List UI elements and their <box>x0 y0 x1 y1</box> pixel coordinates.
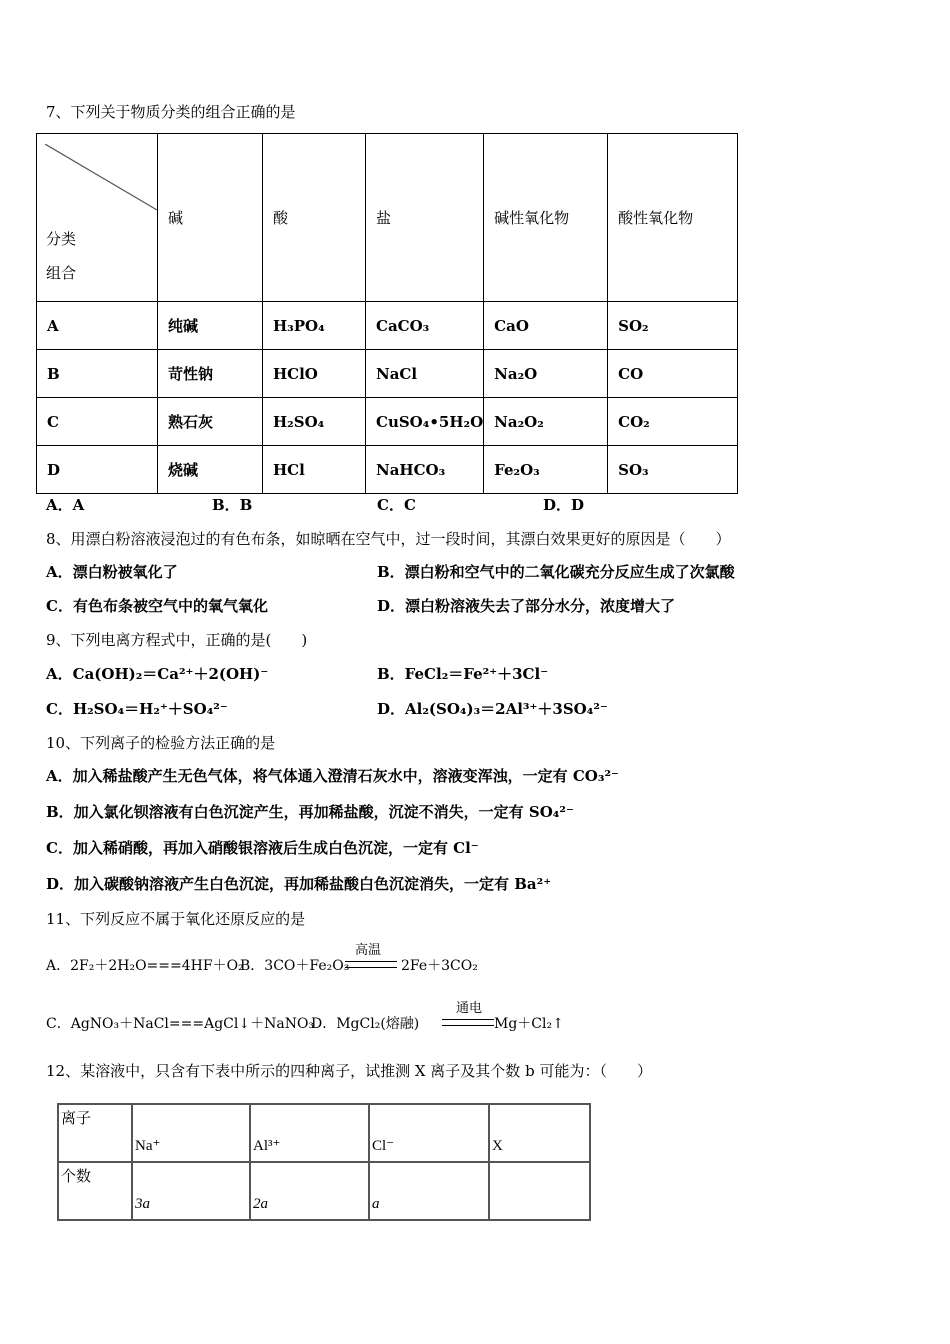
q7-option-b: B．B <box>212 496 253 514</box>
q9-option-c: C．H₂SO₄＝H₂⁺＋SO₄²⁻ <box>46 700 228 718</box>
q11-option-b-condition: 高温 <box>355 943 382 958</box>
q10-title: 10、下列离子的检验方法正确的是 <box>46 734 276 752</box>
cell: H₃PO₄ <box>263 302 366 350</box>
q11-option-b-left: B．3CO＋Fe₂O₃ <box>240 958 350 974</box>
table-row <box>58 1162 590 1220</box>
header-cell: 酸 <box>263 134 366 302</box>
q8-option-b: B．漂白粉和空气中的二氧化碳充分反应生成了次氯酸 <box>377 563 735 581</box>
q8-option-c: C．有色布条被空气中的氧气氧化 <box>46 597 268 615</box>
q10-option-d: D．加入碳酸钠溶液产生白色沉淀，再加稀盐酸白色沉淀消失，一定有 Ba²⁺ <box>46 875 552 893</box>
cell: Fe₂O₃ <box>484 446 608 494</box>
cell: NaHCO₃ <box>366 446 484 494</box>
q8-option-d: D．漂白粉溶液失去了部分水分，浓度增大了 <box>377 597 676 615</box>
count-cell: 2a <box>253 1196 268 1212</box>
table-row <box>37 350 738 398</box>
cell: 烧碱 <box>158 446 263 494</box>
q7-title: 7、下列关于物质分类的组合正确的是 <box>46 103 296 121</box>
ion-cell: X <box>492 1138 503 1154</box>
q7-classification-table <box>36 133 738 494</box>
header-cell: 酸性氧化物 <box>608 134 738 302</box>
corner-label-category: 分类 <box>46 230 77 248</box>
q11-option-a: A．2F₂＋2H₂O===4HF＋O₂ <box>46 958 244 974</box>
cell: CaCO₃ <box>366 302 484 350</box>
cell: Na₂O₂ <box>484 398 608 446</box>
table-corner-cell <box>37 134 158 302</box>
q10-option-a: A．加入稀盐酸产生无色气体，将气体通入澄清石灰水中，溶液变浑浊，一定有 CO₃²⁻ <box>46 767 619 785</box>
row-label-count: 个数 <box>61 1169 92 1185</box>
q11-option-d-condition: 通电 <box>456 1001 483 1016</box>
cell: 熟石灰 <box>158 398 263 446</box>
ion-cell: Al³⁺ <box>253 1138 281 1154</box>
q9-title: 9、下列电离方程式中，正确的是( ) <box>46 631 308 649</box>
q12-title: 12、某溶液中，只含有下表中所示的四种离子，试推测 X 离子及其个数 b 可能为：（ ） <box>46 1062 652 1080</box>
q10-option-c: C．加入稀硝酸，再加入硝酸银溶液后生成白色沉淀，一定有 Cl⁻ <box>46 839 479 857</box>
cell: SO₂ <box>608 302 738 350</box>
q10-option-b: B．加入氯化钡溶液有白色沉淀产生，再加稀盐酸，沉淀不消失，一定有 SO₄²⁻ <box>46 803 574 821</box>
cell: 纯碱 <box>158 302 263 350</box>
cell: CuSO₄•5H₂O <box>366 398 484 446</box>
q11-option-b-right: 2Fe＋3CO₂ <box>401 958 478 974</box>
row-label-ion: 离子 <box>61 1111 92 1127</box>
cell: NaCl <box>366 350 484 398</box>
q9-option-b: B．FeCl₂＝Fe²⁺＋3Cl⁻ <box>377 665 549 683</box>
cell: 苛性钠 <box>158 350 263 398</box>
q11-option-d-right: Mg＋Cl₂↑ <box>494 1016 564 1032</box>
cell: B <box>37 350 158 398</box>
header-cell: 碱性氧化物 <box>484 134 608 302</box>
q12-ion-table <box>57 1103 591 1221</box>
q7-option-d: D．D <box>543 496 585 514</box>
q11-title: 11、下列反应不属于氧化还原反应的是 <box>46 910 306 928</box>
cell: HClO <box>263 350 366 398</box>
equals-sign <box>442 1019 494 1026</box>
cell: CO₂ <box>608 398 738 446</box>
cell: H₂SO₄ <box>263 398 366 446</box>
table-row <box>37 398 738 446</box>
q11-option-d-left: D．MgCl₂(熔融) <box>311 1016 420 1032</box>
equals-sign <box>345 961 397 968</box>
count-cell: a <box>372 1196 380 1212</box>
ion-cell: Na⁺ <box>135 1138 161 1154</box>
q7-option-a: A．A <box>46 496 85 514</box>
cell: HCl <box>263 446 366 494</box>
cell: CaO <box>484 302 608 350</box>
header-cell: 盐 <box>366 134 484 302</box>
table-row <box>58 1104 590 1162</box>
cell: A <box>37 302 158 350</box>
table-row <box>37 446 738 494</box>
header-cell: 碱 <box>158 134 263 302</box>
corner-label-combination: 组合 <box>46 264 77 282</box>
q7-option-c: C．C <box>377 496 416 514</box>
cell: SO₃ <box>608 446 738 494</box>
q11-option-c: C．AgNO₃＋NaCl===AgCl↓＋NaNO₃ <box>46 1016 315 1032</box>
q9-option-a: A．Ca(OH)₂＝Ca²⁺＋2(OH)⁻ <box>46 665 269 683</box>
q8-option-a: A．漂白粉被氧化了 <box>46 563 178 581</box>
q9-option-d: D．Al₂(SO₄)₃＝2Al³⁺＋3SO₄²⁻ <box>377 700 608 718</box>
ion-cell: Cl⁻ <box>372 1138 395 1154</box>
cell: CO <box>608 350 738 398</box>
table-row <box>37 302 738 350</box>
cell: D <box>37 446 158 494</box>
diagonal-line <box>45 144 160 212</box>
count-cell: 3a <box>135 1196 150 1212</box>
cell: C <box>37 398 158 446</box>
cell: Na₂O <box>484 350 608 398</box>
q8-title: 8、用漂白粉溶液浸泡过的有色布条，如晾晒在空气中，过一段时间，其漂白效果更好的原因是（ ） <box>46 530 731 548</box>
